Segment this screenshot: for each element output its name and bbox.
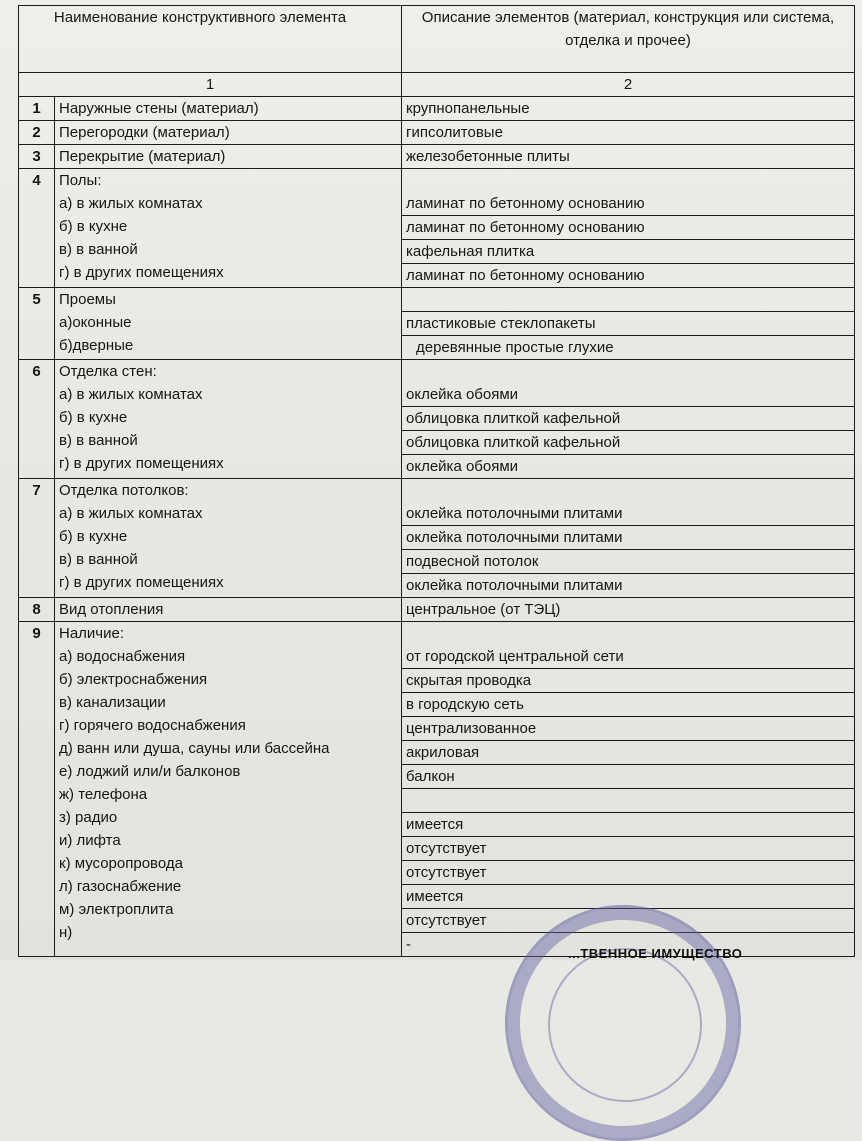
element-description-value: имеется [402,885,854,909]
element-name-line: г) в других помещениях [59,264,224,281]
element-name-line: а) в жилых комнатах [59,195,203,212]
element-description-value: железобетонные плиты [406,148,570,165]
element-name-cell [55,121,402,145]
element-description-value: ламинат по бетонному основанию [406,267,645,284]
row-number-text: 7 [32,482,41,499]
row-number [19,288,55,360]
element-description-value: облицовка плиткой кафельной [402,407,854,431]
element-description-value: облицовка плиткой кафельной [402,431,854,455]
element-name-line: и) лифта [59,832,121,849]
element-name-line: а)оконные [59,314,132,331]
header-name-column: Наименование конструктивного элемента [19,6,402,73]
element-name-line: а) в жилых комнатах [59,386,203,403]
element-name-line: г) в других помещениях [59,574,224,591]
element-description-cell [402,360,855,479]
element-name-line: в) канализации [59,694,166,711]
element-name-line: Проемы [59,291,116,308]
element-name-cell [55,145,402,169]
row-number-text: 5 [32,291,41,308]
element-description-value [402,479,854,502]
element-description-cell [402,598,855,622]
element-name-line: д) ванн или душа, сауны или бассейна [59,740,330,757]
element-description-value: деревянные простые глухие [416,339,614,356]
element-name-line: б) в кухне [59,528,128,545]
table-row [19,479,855,598]
element-name-cell [55,97,402,121]
element-description-value: - [406,936,411,953]
table-row [19,97,855,121]
element-description-value: балкон [402,765,854,789]
row-number [19,622,55,957]
element-name-cell [55,598,402,622]
element-description-value: оклейка потолочными плитами [406,577,623,594]
element-description-value [402,288,854,312]
element-name-line: л) газоснабжение [59,878,182,895]
element-description-value: ламинат по бетонному основанию [402,192,854,216]
construction-elements-table [18,5,855,957]
element-name-line: г) в других помещениях [59,455,224,472]
table-row [19,598,855,622]
element-description-value: акриловая [402,741,854,765]
element-name-line: Полы: [59,172,102,189]
element-description-value: кафельная плитка [402,240,854,264]
element-name-line: н) [59,924,73,941]
element-name-line: е) лоджий или/и балконов [59,763,241,780]
element-name-line: в) в ванной [59,551,138,568]
element-name-line: в) в ванной [59,241,138,258]
element-name-line: Отделка стен: [59,363,157,380]
row-number-text: 9 [32,625,41,642]
element-name-line: а) в жилых комнатах [59,505,203,522]
row-number [19,598,55,622]
element-description-value: оклейка потолочными плитами [402,526,854,550]
element-description-value: от городской центральной сети [402,645,854,669]
column-number-2: 2 [402,73,855,97]
element-name-line: к) мусоропровода [59,855,183,872]
element-description-value [402,622,854,645]
table-row [19,288,855,360]
element-name-line: Перекрытие (материал) [59,148,226,165]
column-number-1: 1 [19,73,402,97]
element-name-line: Отделка потолков: [59,482,189,499]
table-row [19,622,855,957]
element-description-value [402,789,854,813]
element-description-cell [402,145,855,169]
element-description-value: центральное (от ТЭЦ) [406,601,561,618]
element-name-line: Наружные стены (материал) [59,100,259,117]
element-name-line: м) электроплита [59,901,174,918]
element-name-line: з) радио [59,809,118,826]
element-name-line: б) в кухне [59,409,128,426]
element-name-line: Перегородки (материал) [59,124,230,141]
row-number-text: 6 [32,363,41,380]
element-name-line: в) в ванной [59,432,138,449]
row-number-text: 2 [32,124,41,141]
table-row [19,360,855,479]
element-description-cell [402,121,855,145]
element-name-cell [55,360,402,479]
element-description-value: отсутствует [402,909,854,933]
row-number [19,121,55,145]
row-number [19,97,55,121]
element-name-line: а) водоснабжения [59,648,186,665]
table-header-row [19,6,855,73]
element-description-cell [402,479,855,598]
element-description-value: в городскую сеть [402,693,854,717]
element-description-value: оклейка потолочными плитами [402,502,854,526]
element-description-value [402,169,854,192]
element-description-value: подвесной потолок [402,550,854,574]
element-name-line: б)дверные [59,337,134,354]
element-description-value: имеется [402,813,854,837]
element-name-cell [55,622,402,957]
row-number [19,360,55,479]
element-name-line: ж) телефона [59,786,148,803]
element-description-value: оклейка обоями [402,383,854,407]
element-description-value: пластиковые стеклопакеты [402,312,854,336]
row-number [19,169,55,288]
element-name-line: Наличие: [59,625,125,642]
element-description-value: отсутствует [402,837,854,861]
element-description-value: ламинат по бетонному основанию [402,216,854,240]
element-description-cell [402,97,855,121]
row-number-text: 4 [32,172,41,189]
element-description-cell [402,169,855,288]
row-number-text: 1 [32,100,41,117]
element-description-value: крупнопанельные [406,100,530,117]
element-name-line: г) горячего водоснабжения [59,717,246,734]
column-number-row [19,73,855,97]
element-name-cell [55,169,402,288]
row-number-text: 8 [32,601,41,618]
footer-partial-text: ...ТВЕННОЕ ИМУЩЕСТВО [568,946,743,961]
element-name-line: Вид отопления [59,601,164,618]
row-number [19,479,55,598]
row-number [19,145,55,169]
row-number-text: 3 [32,148,41,165]
element-description-value: оклейка обоями [406,458,519,475]
element-name-line: б) электроснабжения [59,671,208,688]
element-name-cell [55,479,402,598]
table-row [19,145,855,169]
element-description-value: гипсолитовые [406,124,503,141]
table-row [19,121,855,145]
table-row [19,169,855,288]
element-description-cell [402,288,855,360]
header-description-column: Описание элементов (материал, конструкция или система, отделка и прочее) [402,6,855,73]
element-description-value: скрытая проводка [402,669,854,693]
element-name-line: б) в кухне [59,218,128,235]
element-description-value: централизованное [402,717,854,741]
element-description-value: отсутствует [402,861,854,885]
official-stamp [505,905,741,1141]
element-description-value [402,360,854,383]
element-name-cell [55,288,402,360]
